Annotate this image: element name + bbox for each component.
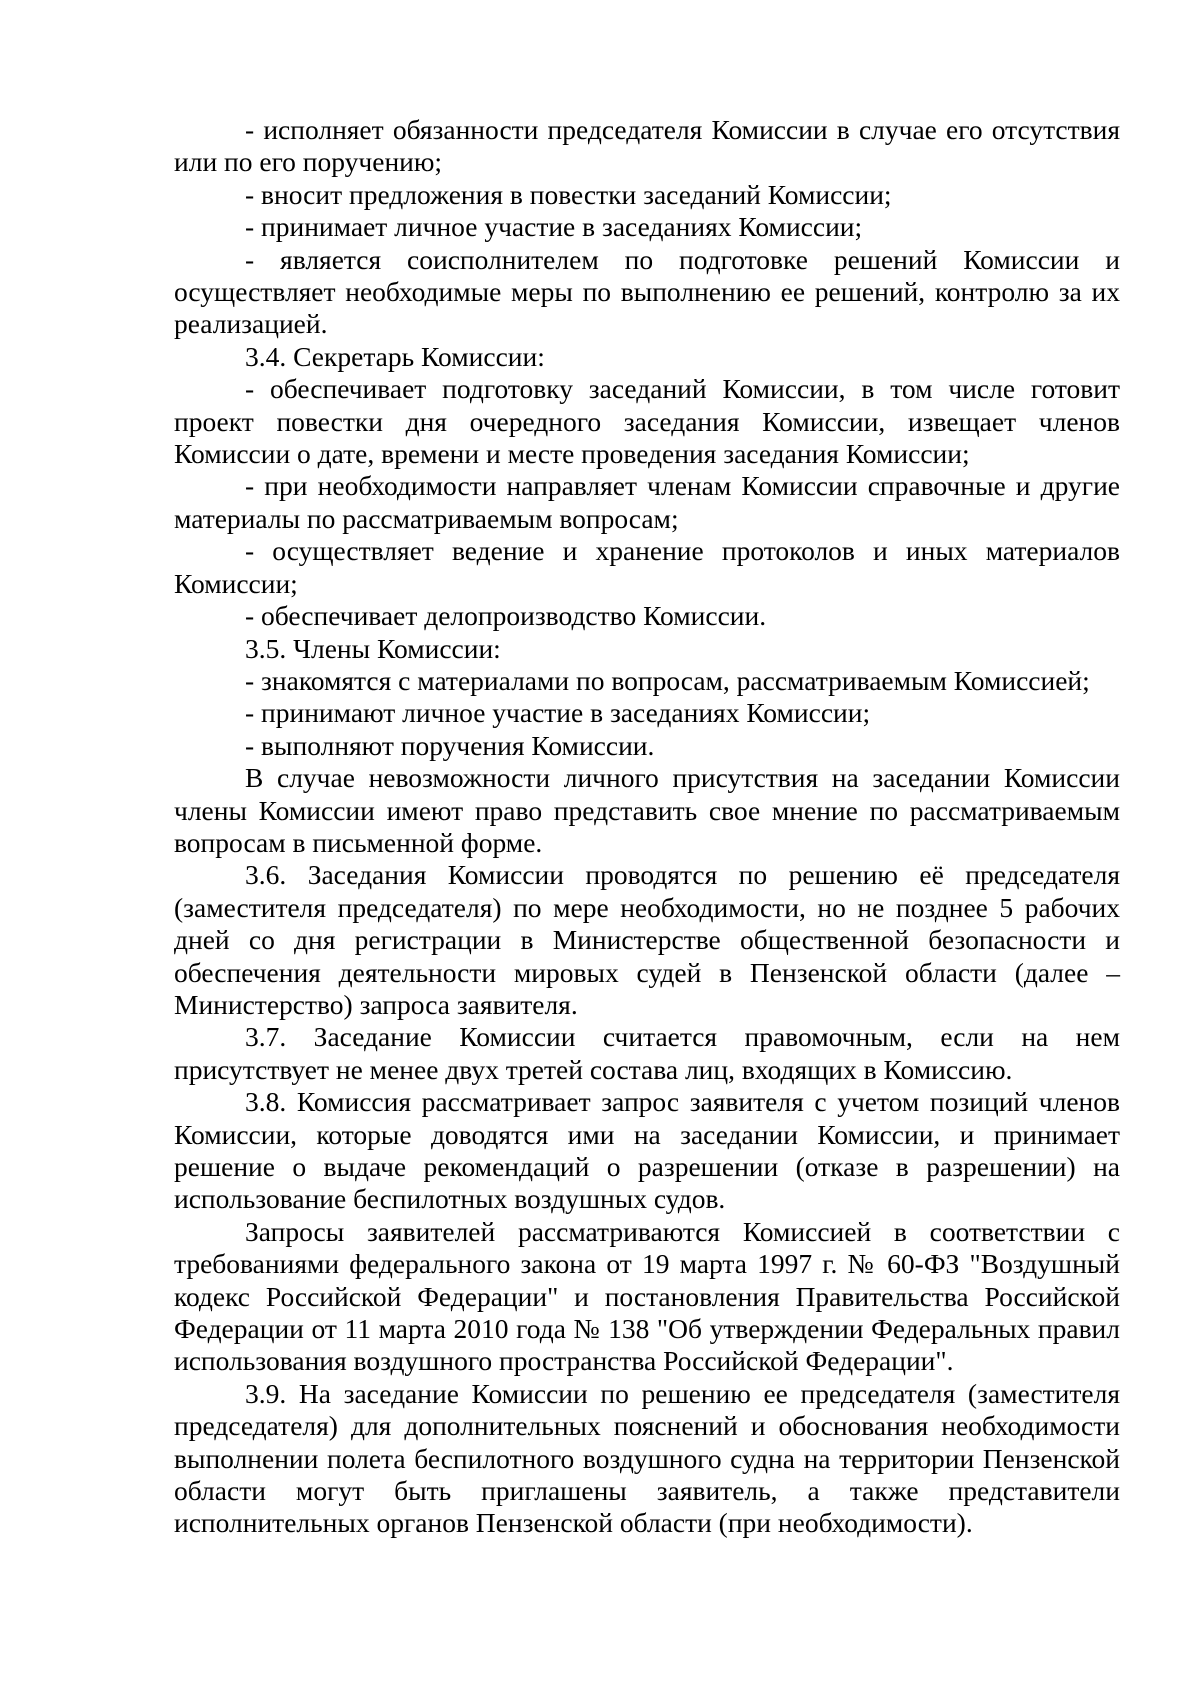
paragraph-vice-chair-agenda: - вносит предложения в повестки заседаний Комиссии;: [245, 178, 892, 210]
section-3-9: 3.9. На заседание Комиссии по решению ее председателя (заместителя председателя) для дополнительных пояснений и обоснования необходимости выполнении полета беспилотного воздушного судна на территории Пензенской области могут быть приглашены заявитель, а также представители исполнительных органов Пензенской области (при необходимости).: [174, 1377, 1120, 1539]
paragraph-secretary-materials: - при необходимости направляет членам Комиссии справочные и другие материалы по рассматриваемым вопросам;: [174, 470, 1120, 534]
paragraph-secretary-records: - обеспечивает делопроизводство Комиссии.: [245, 600, 767, 632]
section-3-5-heading: 3.5. Члены Комиссии:: [245, 632, 501, 664]
paragraph-members-written-opinion: В случае невозможности личного присутствия на заседании Комиссии члены Комиссии имеют право представить свое мнение по рассматриваемым вопросам в письменной форме.: [174, 762, 1120, 858]
paragraph-vice-chair-duties: - исполняет обязанности председателя Комиссии в случае его отсутствия или по его поручению;: [174, 114, 1120, 178]
paragraph-members-review: - знакомятся с материалами по вопросам, рассматриваемым Комиссией;: [245, 664, 1090, 696]
section-3-7: 3.7. Заседание Комиссии считается правомочным, если на нем присутствует не менее двух третей состава лиц, входящих в Комиссию.: [174, 1021, 1120, 1085]
paragraph-secretary-protocols: - осуществляет ведение и хранение протоколов и иных материалов Комиссии;: [174, 535, 1120, 599]
paragraph-members-participation: - принимают личное участие в заседаниях Комиссии;: [245, 697, 871, 729]
section-3-4-heading: 3.4. Секретарь Комиссии:: [245, 340, 545, 372]
paragraph-vice-chair-coexecutor: - является соисполнителем по подготовке решений Комиссии и осуществляет необходимые меры по выполнению ее решений, контролю за их реализацией.: [174, 243, 1120, 340]
paragraph-vice-chair-participation: - принимает личное участие в заседаниях Комиссии;: [245, 211, 863, 243]
document-body: [174, 114, 1120, 1540]
paragraph-members-instructions: - выполняют поручения Комиссии.: [245, 729, 655, 761]
paragraph-secretary-preparation: - обеспечивает подготовку заседаний Комиссии, в том числе готовит проект повестки дня очередного заседания Комиссии, извещает членов Комиссии о дате, времени и месте проведения заседания Комиссии;: [174, 373, 1120, 470]
paragraph-requests-legal-basis: Запросы заявителей рассматриваются Комиссией в соответствии с требованиями федерального закона от 19 марта 1997 г. № 60-ФЗ "Воздушный кодекс Российской Федерации" и постановления Правительства Российской Федерации от 11 марта 2010 года № 138 "Об утверждении Федеральных правил использования воздушного пространства Российской Федерации".: [174, 1215, 1120, 1377]
section-3-8: 3.8. Комиссия рассматривает запрос заявителя с учетом позиций членов Комиссии, которые доводятся ими на заседании Комиссии, и принимает решение о выдаче рекомендаций о разрешении (отказе в разрешении) на использование беспилотных воздушных судов.: [174, 1086, 1120, 1215]
section-3-6: 3.6. Заседания Комиссии проводятся по решению её председателя (заместителя председателя) по мере необходимости, но не позднее 5 рабочих дней со дня регистрации в Министерстве общественной безопасности и обеспечения деятельности мировых судей в Пензенской области (далее – Министерство) запроса заявителя.: [174, 859, 1120, 1020]
